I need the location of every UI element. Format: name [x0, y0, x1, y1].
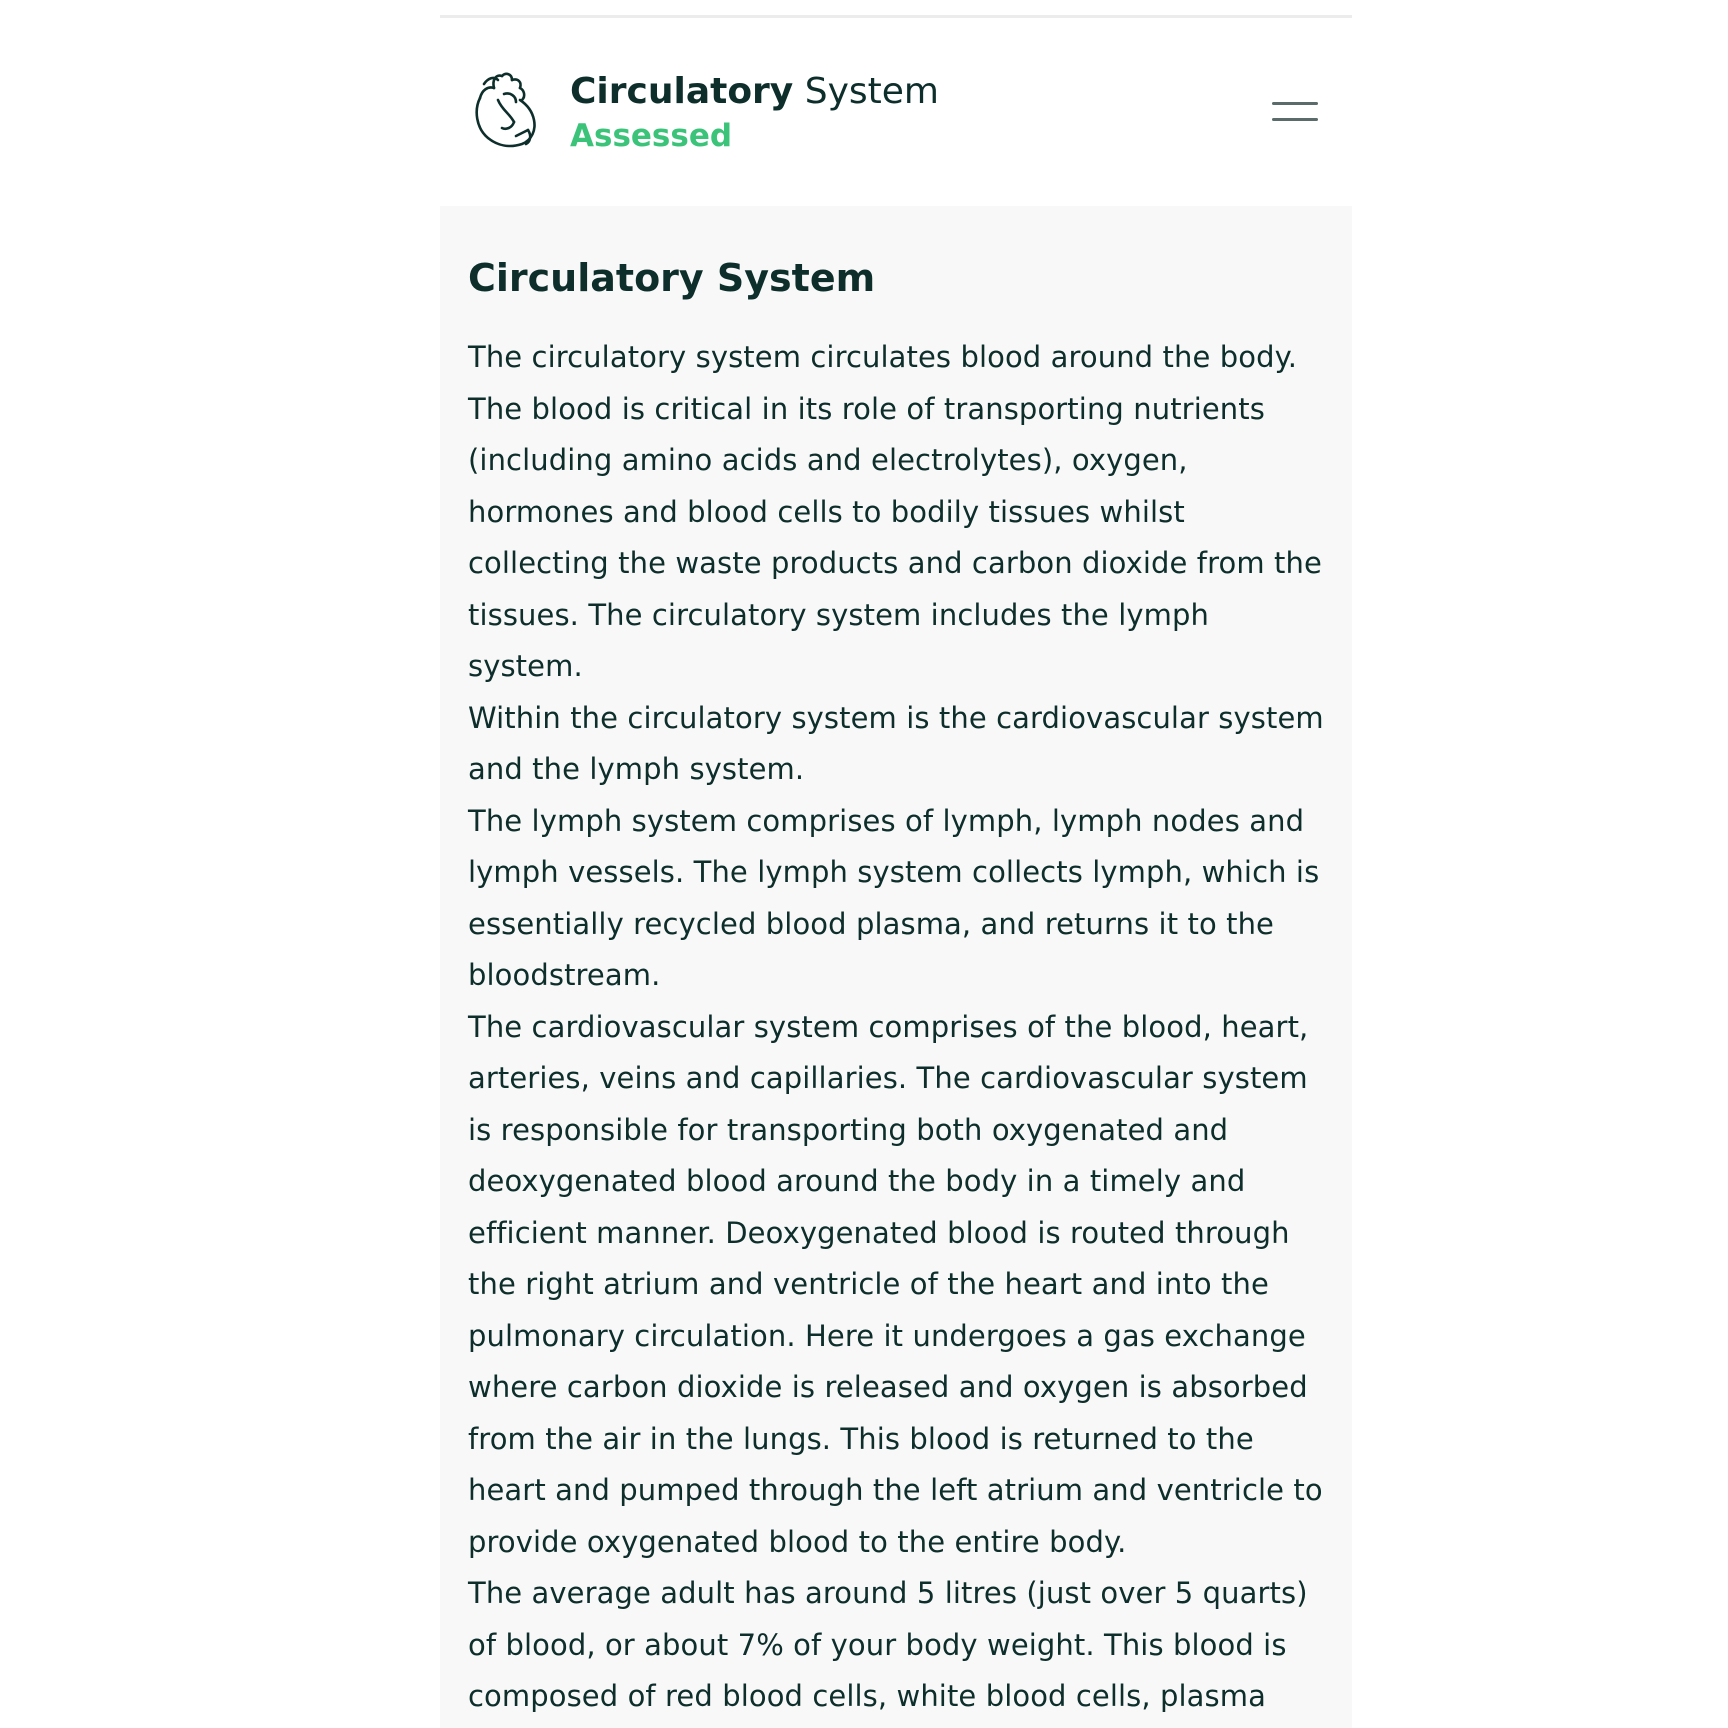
hamburger-menu-icon[interactable]: [1272, 98, 1322, 130]
status-label: Assessed: [570, 118, 733, 154]
menu-line-top: [1272, 102, 1318, 105]
heart-anatomy-icon: [470, 70, 542, 150]
article-body: [468, 332, 1328, 1723]
article-heading: Circulatory System: [468, 256, 876, 300]
title-bold: Circulatory: [570, 71, 794, 112]
article-paragraph: The average adult has around 5 litres (just over 5 quarts) of blood, or about 7% of your body weight. This blood is composed of red blood cells, white blood cells, plasma: [468, 1576, 1308, 1713]
title-rest: System: [804, 71, 939, 112]
page-title: [570, 70, 939, 114]
menu-line-bottom: [1272, 118, 1318, 121]
article-paragraph: The lymph system comprises of lymph, lymph nodes and lymph vessels. The lymph system collects lymph, which is essentially recycled blood plasma, and returns it to the bloodstream.: [468, 803, 1320, 992]
app-header: [440, 18, 1352, 206]
article-paragraph: The circulatory system circulates blood around the body. The blood is critical in its role of transporting nutrients (including amino acids and electrolytes), oxygen, hormones and blood cells to bodily tissues whilst collecting the waste products and carbon dioxide from the tissues. The circulatory system includes the lymph system.: [468, 340, 1322, 683]
article-paragraph: The cardiovascular system comprises of the blood, heart, arteries, veins and capillaries. The cardiovascular system is responsible for transporting both oxygenated and deoxygenated blood around the body in a timely and efficient manner. Deoxygenated blood is routed through the right atrium and ventricle of the heart and into the pulmonary circulation. Here it undergoes a gas exchange where carbon dioxide is released and oxygen is absorbed from the air in the lungs. This blood is returned to the heart and pumped through the left atrium and ventricle to provide oxygenated blood to the entire body.: [468, 1009, 1323, 1559]
header-title-block: [570, 70, 939, 158]
article-paragraph: Within the circulatory system is the cardiovascular system and the lymph system.: [468, 700, 1324, 786]
article-panel: [440, 206, 1352, 1728]
